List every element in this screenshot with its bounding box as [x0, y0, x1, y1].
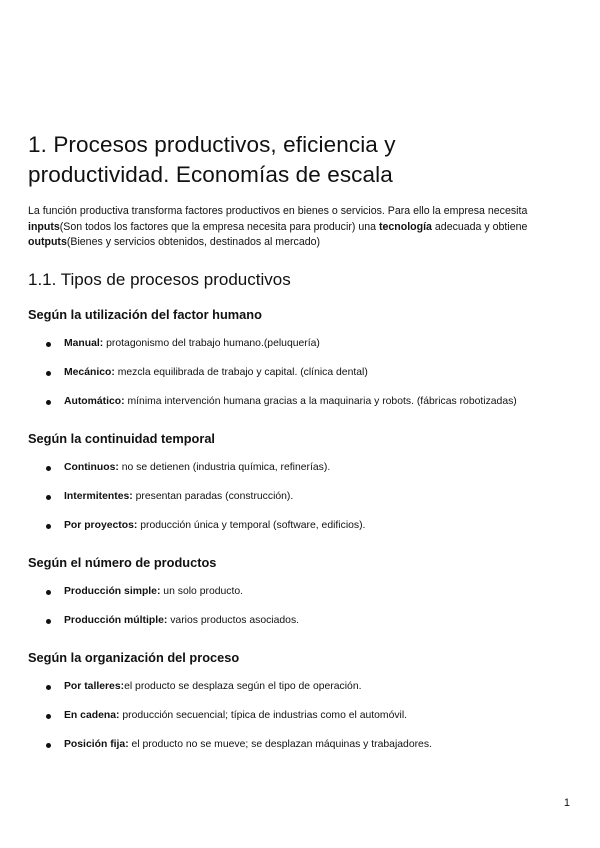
item-term: Manual:: [64, 337, 104, 349]
page-title: [28, 130, 573, 190]
item-term: Automático:: [64, 395, 125, 407]
section-heading: Según el número de productos: [28, 554, 217, 570]
section-subtitle: 1.1. Tipos de procesos productivos: [28, 269, 291, 289]
item-term: Intermitentes:: [64, 490, 133, 502]
list-item: [28, 709, 573, 723]
item-term: Producción simple:: [64, 585, 161, 597]
intro-text-2: (Son todos los factores que la empresa necesita para producir) una: [59, 220, 377, 233]
bullet-icon: [46, 466, 51, 471]
list-item: [28, 585, 573, 599]
list-item: [28, 519, 573, 533]
bullet-list: [28, 337, 573, 409]
item-text: no se detienen (industria química, refinerías).: [118, 461, 331, 473]
item-term: Por talleres:: [64, 680, 125, 692]
title-line-2: productividad. Economías de escala: [28, 162, 393, 187]
bullet-icon: [46, 524, 51, 529]
item-text: producción secuencial; típica de industrias como el automóvil.: [119, 709, 408, 721]
section-factor-humano: [28, 307, 573, 409]
bullet-list: [28, 461, 573, 533]
list-item: [28, 337, 573, 351]
bullet-icon: [46, 342, 51, 347]
intro-paragraph: [28, 204, 573, 251]
section-organizacion-proceso: [28, 650, 573, 752]
item-text: mezcla equilibrada de trabajo y capital. (clínica dental): [114, 366, 368, 378]
bullet-icon: [46, 714, 51, 719]
title-line-1: 1. Procesos productivos, eficiencia y: [28, 132, 396, 157]
list-item: [28, 395, 573, 409]
item-term: Por proyectos:: [64, 519, 138, 531]
item-term: Producción múltiple:: [64, 614, 168, 626]
item-text: varios productos asociados.: [167, 614, 300, 626]
bullet-icon: [46, 590, 51, 595]
item-term: En cadena:: [64, 709, 120, 721]
item-term: Posición fija:: [64, 738, 129, 750]
item-text: protagonismo del trabajo humano.(peluquería): [103, 337, 320, 349]
list-item: [28, 614, 573, 628]
bullet-icon: [46, 371, 51, 376]
item-term: Mecánico:: [64, 366, 115, 378]
list-item: [28, 490, 573, 504]
list-item: [28, 738, 573, 752]
item-text: producción única y temporal (software, edificios).: [137, 519, 366, 531]
section-heading: Según la organización del proceso: [28, 649, 240, 665]
intro-text-3: adecuada y obtiene: [434, 220, 528, 233]
item-text: mínima intervención humana gracias a la maquinaria y robots. (fábricas robotizadas): [124, 395, 517, 407]
intro-text-1: La función productiva transforma factores productivos en bienes o servicios. Para ello la empresa necesita: [28, 205, 528, 217]
intro-tecnologia-term: tecnología: [378, 220, 432, 233]
item-text: un solo producto.: [160, 585, 244, 597]
intro-outputs-term: outputs: [28, 236, 67, 248]
item-term: Continuos:: [64, 461, 119, 473]
bullet-icon: [46, 743, 51, 748]
section-numero-productos: [28, 555, 573, 628]
section-continuidad-temporal: [28, 431, 573, 533]
bullet-list: [28, 585, 573, 628]
section-heading: Según la utilización del factor humano: [28, 306, 262, 322]
list-item: [28, 461, 573, 475]
bullet-icon: [46, 400, 51, 405]
item-text: el producto se desplaza según el tipo de operación.: [124, 680, 362, 692]
page-number: 1: [563, 797, 570, 809]
list-item: [28, 680, 573, 694]
intro-text-4: (Bienes y servicios obtenidos, destinados al mercado): [66, 236, 321, 248]
list-item: [28, 366, 573, 380]
bullet-icon: [46, 495, 51, 500]
item-text: presentan paradas (construcción).: [132, 490, 294, 502]
item-text: el producto no se mueve; se desplazan máquinas y trabajadores.: [128, 738, 432, 750]
bullet-list: [28, 680, 573, 752]
bullet-icon: [46, 619, 51, 624]
document-page: [28, 130, 573, 752]
bullet-icon: [46, 685, 51, 690]
section-heading: Según la continuidad temporal: [28, 430, 215, 446]
intro-inputs-term: inputs: [28, 220, 60, 233]
